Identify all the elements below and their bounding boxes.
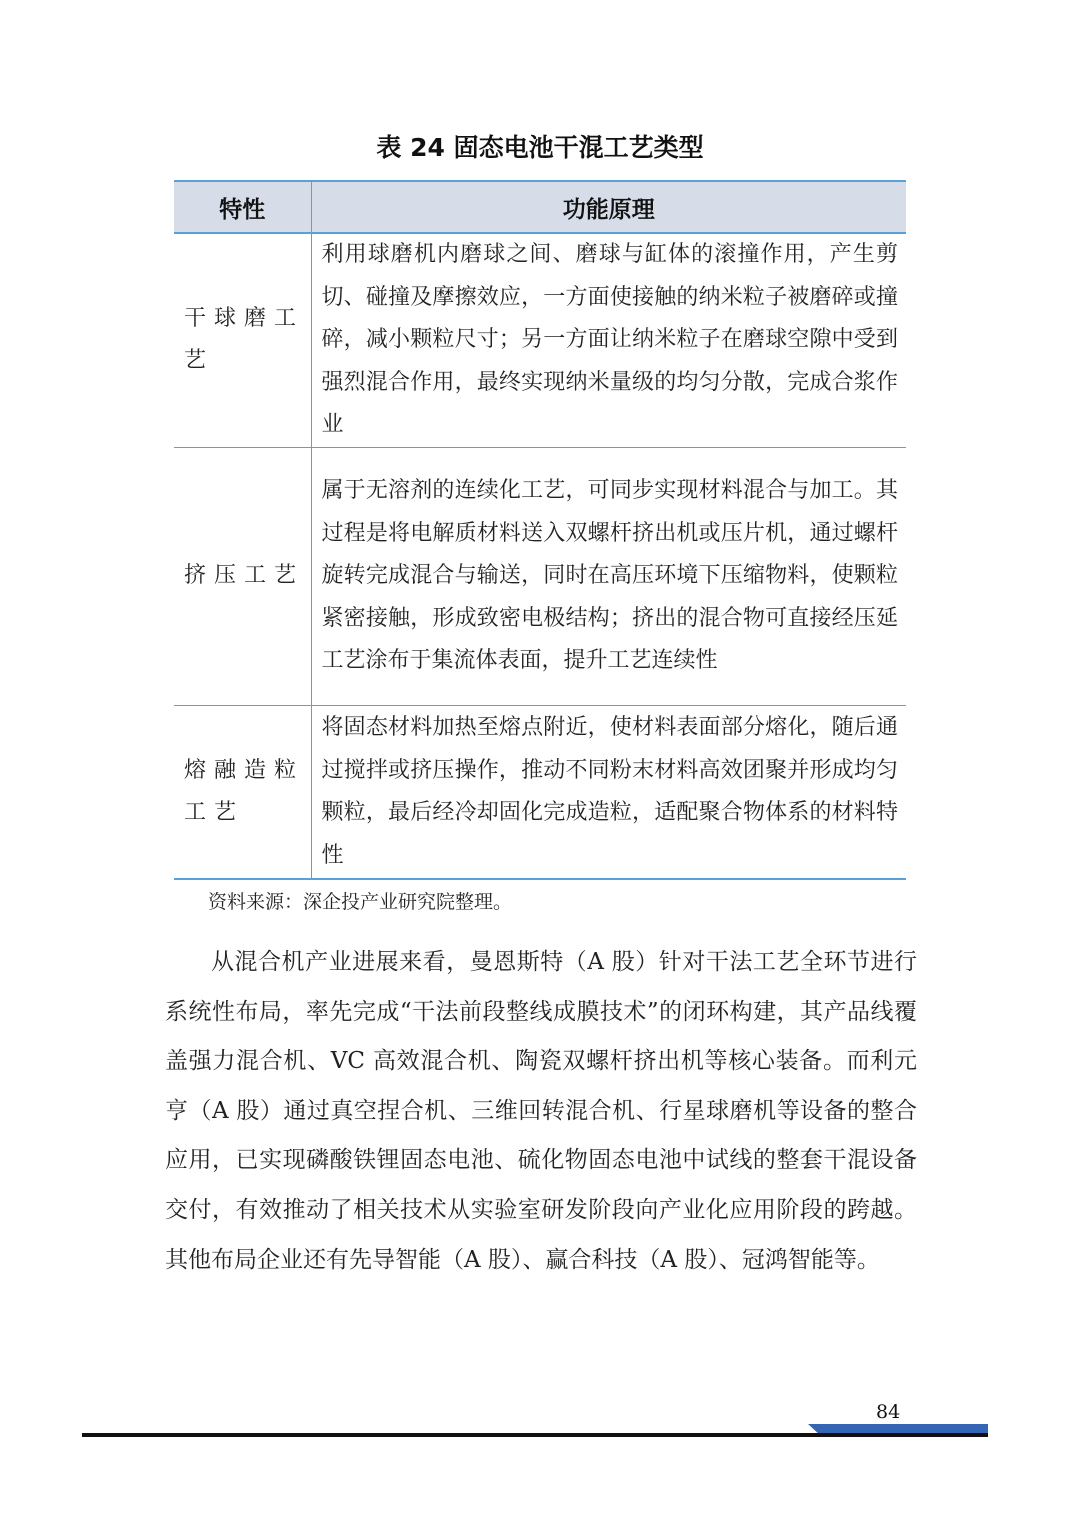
body-paragraph: 从混合机产业进展来看，曼恩斯特（A 股）针对干法工艺全环节进行系统性布局，率先完成“干法前段整线成膜技术”的闭环构建，其产品线覆盖强力混合机、VC 高效混合机、陶瓷双螺杆挤出机等核心装备。而利元亨（A 股）通过真空捏合机、三维回转混合机、行星球磨机等设备的整合应用，已实现磷酸铁锂固态电池、硫化物固态电池中试线的整套干混设备交付，有效推动了相关技术从实验室研发阶段向产业化应用阶段的跨越。其他布局企业还有先导智能（A 股）、赢合科技（A 股）、冠鸿智能等。 — [165, 949, 917, 1273]
process-types-table — [174, 180, 906, 880]
feature-cell: 干球磨工艺 — [174, 233, 311, 447]
principle-cell: 利用球磨机内磨球之间、磨球与缸体的滚撞作用，产生剪切、碰撞及摩擦效应，一方面使接触的纳米粒子被磨碎或撞碎，减小颗粒尺寸；另一方面让纳米粒子在磨球空隙中受到强烈混合作用，最终实现纳米量级的均匀分散，完成合浆作业 — [311, 233, 906, 447]
page-number: 84 — [876, 1401, 901, 1423]
feature-cell: 挤压工艺 — [174, 447, 311, 705]
table-row — [174, 233, 906, 447]
column-header-feature: 特性 — [174, 181, 311, 233]
table-row — [174, 447, 906, 705]
column-header-principle: 功能原理 — [311, 181, 906, 233]
table-row — [174, 705, 906, 879]
table-caption: 表 24 固态电池干混工艺类型 — [376, 133, 704, 162]
table-source-note: 资料来源：深企投产业研究院整理。 — [208, 891, 513, 913]
feature-cell: 熔融造粒工艺 — [174, 705, 311, 879]
principle-cell: 将固态材料加热至熔点附近，使材料表面部分熔化，随后通过搅拌或挤压操作，推动不同粉末材料高效团聚并形成均匀颗粒，最后经冷却固化完成造粒，适配聚合物体系的材料特性 — [311, 705, 906, 879]
footer-rule — [82, 1433, 988, 1437]
table-header-row — [174, 181, 906, 233]
principle-cell: 属于无溶剂的连续化工艺，可同步实现材料混合与加工。其过程是将电解质材料送入双螺杆挤出机或压片机，通过螺杆旋转完成混合与输送，同时在高压环境下压缩物料，使颗粒紧密接触，形成致密电极结构；挤出的混合物可直接经压延工艺涂布于集流体表面，提升工艺连续性 — [311, 447, 906, 705]
